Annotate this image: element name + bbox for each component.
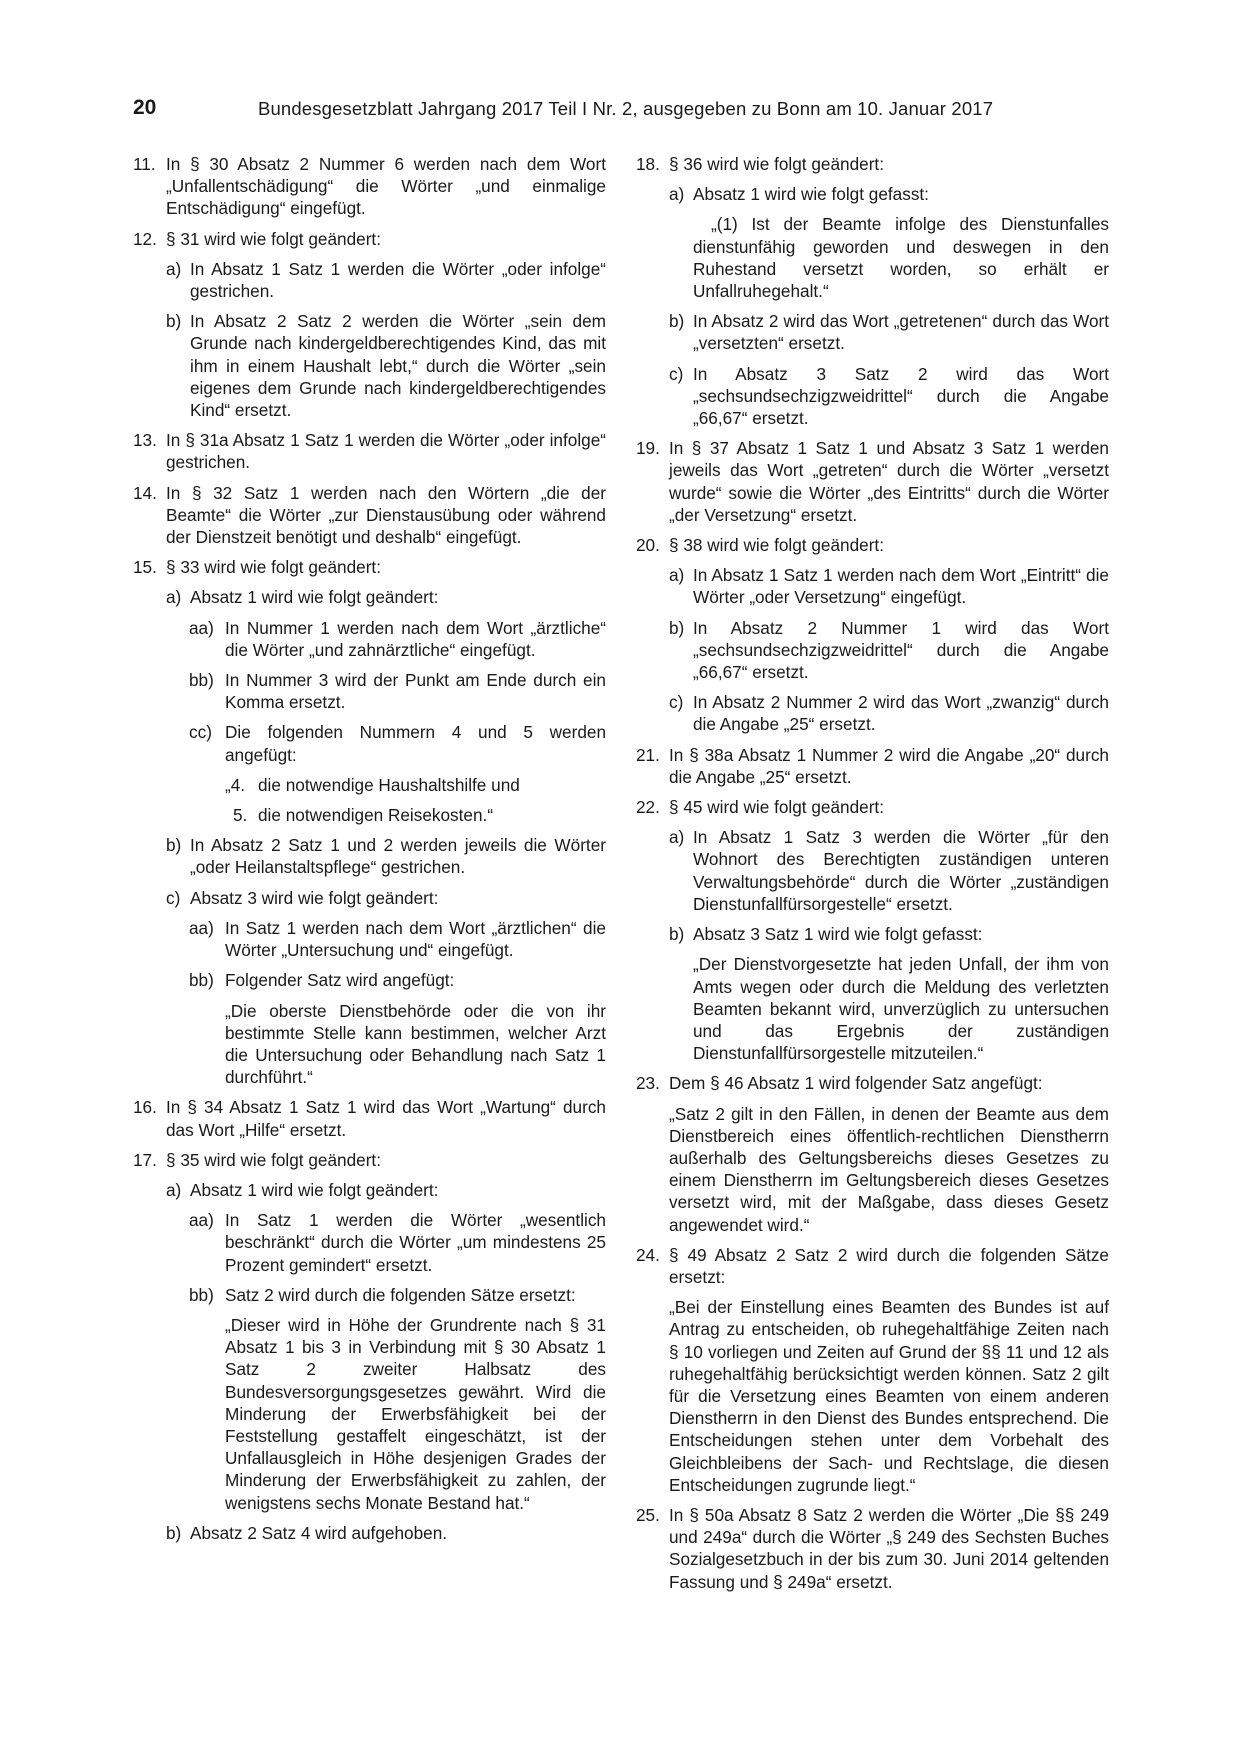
sub-text: Absatz 3 wird wie folgt geändert: bbox=[190, 887, 439, 908]
item-text: § 35 wird wie folgt geändert: bbox=[166, 1149, 381, 1170]
item-15-b bbox=[133, 834, 606, 878]
subsub-number: cc) bbox=[189, 722, 212, 743]
item-15-a bbox=[133, 586, 606, 608]
item-number: 13. bbox=[133, 430, 157, 451]
item-18-b bbox=[636, 310, 1109, 354]
subsub-number: aa) bbox=[189, 917, 214, 938]
item-16 bbox=[133, 1096, 606, 1140]
item-number: 21. bbox=[636, 744, 660, 765]
quote-22-b: „Der Dienstvorgesetzte hat jeden Unfall, der ihm von Amts wegen oder durch die Meldung des verletzten Beamten bekannt wird, unverzüglich zu untersuchen und das Ergebnis der zuständigen Dienstunfallfürsorgestelle mitzuteilen.“ bbox=[693, 954, 1109, 1064]
item-17-a-aa bbox=[133, 1209, 606, 1276]
item-20-c bbox=[636, 691, 1109, 735]
header-title: Bundesgesetzblatt Jahrgang 2017 Teil I Nr. 2, ausgegeben zu Bonn am 10. Januar 2017 bbox=[258, 98, 994, 119]
sub-text: In Absatz 2 Nummer 2 wird das Wort „zwanzig“ durch die Angabe „25“ ersetzt. bbox=[693, 692, 1109, 735]
item-23 bbox=[636, 1072, 1109, 1094]
item-number: 11. bbox=[133, 154, 156, 174]
sub-number: a) bbox=[166, 1179, 182, 1200]
item-text: § 33 wird wie folgt geändert: bbox=[166, 557, 381, 578]
item-15-c-bb bbox=[133, 969, 606, 991]
item-15 bbox=[133, 556, 606, 578]
item-22 bbox=[636, 796, 1109, 818]
subsub-text: In Satz 1 werden die Wörter „wesentlich beschränkt“ durch die Wörter „um mindestens 25 Prozent gemindert“ ersetzt. bbox=[225, 1210, 606, 1275]
item-text: § 45 wird wie folgt geändert: bbox=[669, 797, 884, 818]
sub-text: In Absatz 2 Satz 2 werden die Wörter „sein dem Grunde nach kindergeldberechtigendes Kind, das mit ihm in einem Haushalt lebt,“ durch die Wörter „sein eigenes dem Grunde nach kindergeldberechtigendes Kind“ ersetzt. bbox=[190, 311, 606, 421]
item-number: 24. bbox=[636, 1244, 660, 1265]
item-text: In § 30 Absatz 2 Nummer 6 werden nach dem Wort „Unfallentschädigung“ die Wörter „und einmalige Entschädigung“ eingefügt. bbox=[166, 154, 606, 219]
sub-number: a) bbox=[669, 184, 685, 205]
list-text: die notwendigen Reisekosten.“ bbox=[258, 805, 494, 826]
item-number: 17. bbox=[133, 1149, 157, 1170]
item-text: In § 50a Absatz 8 Satz 2 werden die Wörter „Die §§ 249 und 249a“ durch die Wörter „§ 249 des Sechsten Buches Sozialgesetzbuch in der bis zum 30. Juni 2014 geltenden Fassung und § 249a“ ersetzt. bbox=[669, 1504, 1109, 1592]
item-text: In § 32 Satz 1 werden nach den Wörtern „die der Beamte“ die Wörter „zur Dienstausübung oder während der Dienstzeit benötigt und deshalb“ eingefügt. bbox=[166, 482, 606, 548]
item-number: 14. bbox=[133, 482, 157, 503]
item-12-a bbox=[133, 258, 606, 302]
item-text: Dem § 46 Absatz 1 wird folgender Satz angefügt: bbox=[669, 1073, 1043, 1094]
item-14 bbox=[133, 482, 606, 549]
item-20-b bbox=[636, 617, 1109, 684]
sub-text: Absatz 2 Satz 4 wird aufgehoben. bbox=[190, 1522, 448, 1543]
item-17-a-bb bbox=[133, 1284, 606, 1306]
sub-text: In Absatz 2 Nummer 1 wird das Wort „sechsundsechzigzweidrittel“ durch die Angabe „66,67“ ersetzt. bbox=[693, 617, 1109, 683]
sub-text: In Absatz 1 Satz 1 werden die Wörter „oder infolge“ gestrichen. bbox=[190, 258, 606, 302]
sub-number: c) bbox=[669, 692, 684, 713]
sub-number: b) bbox=[669, 617, 685, 638]
subsub-number: bb) bbox=[189, 970, 214, 991]
item-17 bbox=[133, 1149, 606, 1171]
sub-number: c) bbox=[669, 363, 684, 384]
right-column bbox=[636, 153, 1109, 1601]
item-15-c-aa bbox=[133, 917, 606, 961]
item-text: § 36 wird wie folgt geändert: bbox=[669, 154, 884, 174]
item-15-a-cc-5 bbox=[133, 804, 606, 826]
subsub-text: In Nummer 3 wird der Punkt am Ende durch ein Komma ersetzt. bbox=[225, 670, 606, 713]
item-text: In § 31a Absatz 1 Satz 1 werden die Wörter „oder infolge“ gestrichen. bbox=[166, 430, 606, 473]
item-25 bbox=[636, 1504, 1109, 1593]
subsub-text: Folgender Satz wird angefügt: bbox=[225, 970, 455, 991]
item-text: In § 37 Absatz 1 Satz 1 und Absatz 3 Satz 1 werden jeweils das Wort „getreten“ durch die Wörter „versetzt wurde“ sowie die Wörter „des Eintritts“ durch die Wörter „der Versetzung“ ersetzt. bbox=[669, 438, 1109, 525]
item-15-a-cc-4 bbox=[133, 774, 606, 796]
sub-number: a) bbox=[166, 258, 182, 279]
item-20 bbox=[636, 534, 1109, 556]
item-11 bbox=[133, 153, 606, 220]
item-19 bbox=[636, 437, 1109, 526]
page-header bbox=[133, 96, 1109, 126]
sub-text: In Absatz 2 Satz 1 und 2 werden jeweils die Wörter „oder Heilanstaltspflege“ gestrichen. bbox=[190, 835, 606, 878]
quote-17-a-bb: „Dieser wird in Höhe der Grundrente nach § 31 Absatz 1 bis 3 in Verbindung mit § 30 Absatz 1 Satz 2 zweiter Halbsatz des Bundesversorgungsgesetzes gewährt. Wird die Minderung der Erwerbsfähigkeit bei der Feststellung gestaffelt eingeschätzt, ist der Unfallausgleich in Höhe desjenigen Grades der Minderung der Erwerbsfähigkeit zu zahlen, der wenigstens sechs Monate Bestand hat.“ bbox=[225, 1314, 606, 1513]
item-22-a bbox=[636, 826, 1109, 915]
item-text: In § 38a Absatz 1 Nummer 2 wird die Angabe „20“ durch die Angabe „25“ ersetzt. bbox=[669, 744, 1109, 787]
sub-text: In Absatz 3 Satz 2 wird das Wort „sechsundsechzigzweidrittel“ durch die Angabe „66,67“ ersetzt. bbox=[693, 363, 1109, 429]
item-18-a bbox=[636, 183, 1109, 205]
sub-text: In Absatz 1 Satz 1 werden nach dem Wort „Eintritt“ die Wörter „oder Versetzung“ eingefügt. bbox=[693, 565, 1109, 608]
sub-text: Absatz 1 wird wie folgt geändert: bbox=[190, 1179, 439, 1200]
item-15-c bbox=[133, 887, 606, 909]
item-24 bbox=[636, 1244, 1109, 1288]
sub-number: b) bbox=[166, 1522, 182, 1543]
quote-15-c-bb: „Die oberste Dienstbehörde oder die von ihr bestimmte Stelle kann bestimmen, welcher Arzt die Untersuchung oder Behandlung nach Satz 1 durchführt.“ bbox=[225, 1000, 606, 1088]
sub-number: a) bbox=[166, 587, 182, 608]
sub-text: In Absatz 2 wird das Wort „getretenen“ durch das Wort „versetzten“ ersetzt. bbox=[693, 311, 1109, 354]
item-number: 23. bbox=[636, 1073, 660, 1094]
sub-number: b) bbox=[166, 835, 182, 856]
quote-23: „Satz 2 gilt in den Fällen, in denen der Beamte aus dem Dienstbereich eines öffentlich-rechtlichen Dienstherrn außerhalb des Geltungsbereichs dieses Gesetzes zu einem Dienstherrn im Geltungsbereich dieses Gesetzes versetzt wird, mit der Maßgabe, dass dieses Gesetz angewendet wird.“ bbox=[669, 1103, 1109, 1235]
item-text: § 49 Absatz 2 Satz 2 wird durch die folgenden Sätze ersetzt: bbox=[669, 1244, 1109, 1287]
item-number: 18. bbox=[636, 154, 660, 174]
item-22-b bbox=[636, 923, 1109, 945]
item-number: 25. bbox=[636, 1504, 660, 1525]
list-text: die notwendige Haushaltshilfe und bbox=[258, 774, 520, 795]
subsub-number: aa) bbox=[189, 1210, 214, 1231]
item-number: 19. bbox=[636, 438, 660, 459]
item-number: 20. bbox=[636, 535, 660, 556]
item-12-b bbox=[133, 310, 606, 421]
sub-text: Absatz 1 wird wie folgt geändert: bbox=[190, 587, 439, 608]
sub-number: b) bbox=[669, 311, 685, 332]
quote-24: „Bei der Einstellung eines Beamten des Bundes ist auf Antrag zu entscheiden, ob ruhegehaltfähige Zeiten nach § 10 vorliegen und Zeiten auf Grund der §§ 11 und 12 als ruhegehaltfähig berücksichtigt werden können. Satz 2 gilt für die Versetzung eines Beamten von einem anderen Dienstherrn in den Dienst des Bundes entsprechend. Die Entscheidungen stehen unter dem Vorbehalt des Gleichbleibens der Sach- und Rechtslage, die diesen Entscheidungen zugrunde liegt.“ bbox=[669, 1297, 1109, 1495]
item-18-c bbox=[636, 363, 1109, 430]
sub-text: Absatz 1 wird wie folgt gefasst: bbox=[693, 184, 929, 205]
item-number: 16. bbox=[133, 1097, 157, 1118]
item-17-a bbox=[133, 1179, 606, 1201]
item-15-a-cc bbox=[133, 721, 606, 765]
subsub-number: aa) bbox=[189, 617, 214, 638]
sub-number: a) bbox=[669, 565, 685, 586]
item-number: 15. bbox=[133, 557, 157, 578]
item-text: In § 34 Absatz 1 Satz 1 wird das Wort „Wartung“ durch das Wort „Hilfe“ ersetzt. bbox=[166, 1097, 606, 1140]
item-21 bbox=[636, 744, 1109, 788]
item-13 bbox=[133, 429, 606, 473]
quote-18-a: „(1) Ist der Beamte infolge des Dienstunfalles dienstunfähig geworden und deswegen in den Ruhestand versetzt worden, so erhält er Unfallruhegehalt.“ bbox=[693, 214, 1109, 302]
subsub-text: Satz 2 wird durch die folgenden Sätze ersetzt: bbox=[225, 1284, 576, 1305]
subsub-text: In Satz 1 werden nach dem Wort „ärztlichen“ die Wörter „Untersuchung und“ eingefügt. bbox=[225, 917, 606, 961]
sub-number: a) bbox=[669, 827, 685, 848]
sub-number: c) bbox=[166, 887, 181, 908]
page-number: 20 bbox=[133, 96, 157, 119]
item-number: 22. bbox=[636, 797, 660, 818]
sub-text: In Absatz 1 Satz 3 werden die Wörter „für den Wohnort des Berechtigten zuständigen unteren Verwaltungsbehörde“ durch die Wörter „zuständigen Dienstunfallfürsorgestelle“ ersetzt. bbox=[693, 827, 1109, 914]
subsub-number: bb) bbox=[189, 670, 214, 691]
item-text: § 38 wird wie folgt geändert: bbox=[669, 535, 884, 556]
sub-number: b) bbox=[166, 311, 182, 332]
subsub-text: In Nummer 1 werden nach dem Wort „ärztliche“ die Wörter „und zahnärztliche“ eingefügt. bbox=[225, 617, 606, 660]
item-15-a-aa bbox=[133, 617, 606, 661]
list-number: 5. bbox=[233, 805, 248, 826]
left-column bbox=[133, 153, 606, 1552]
item-12 bbox=[133, 228, 606, 250]
item-15-a-bb bbox=[133, 669, 606, 713]
item-18 bbox=[636, 153, 1109, 175]
item-17-b bbox=[133, 1522, 606, 1544]
subsub-number: bb) bbox=[189, 1284, 214, 1305]
item-number: 12. bbox=[133, 228, 157, 249]
list-number: „4. bbox=[225, 774, 246, 795]
sub-number: b) bbox=[669, 924, 685, 945]
subsub-text: Die folgenden Nummern 4 und 5 werden angefügt: bbox=[225, 722, 606, 765]
item-20-a bbox=[636, 564, 1109, 608]
sub-text: Absatz 3 Satz 1 wird wie folgt gefasst: bbox=[693, 924, 983, 945]
item-text: § 31 wird wie folgt geändert: bbox=[166, 228, 381, 249]
